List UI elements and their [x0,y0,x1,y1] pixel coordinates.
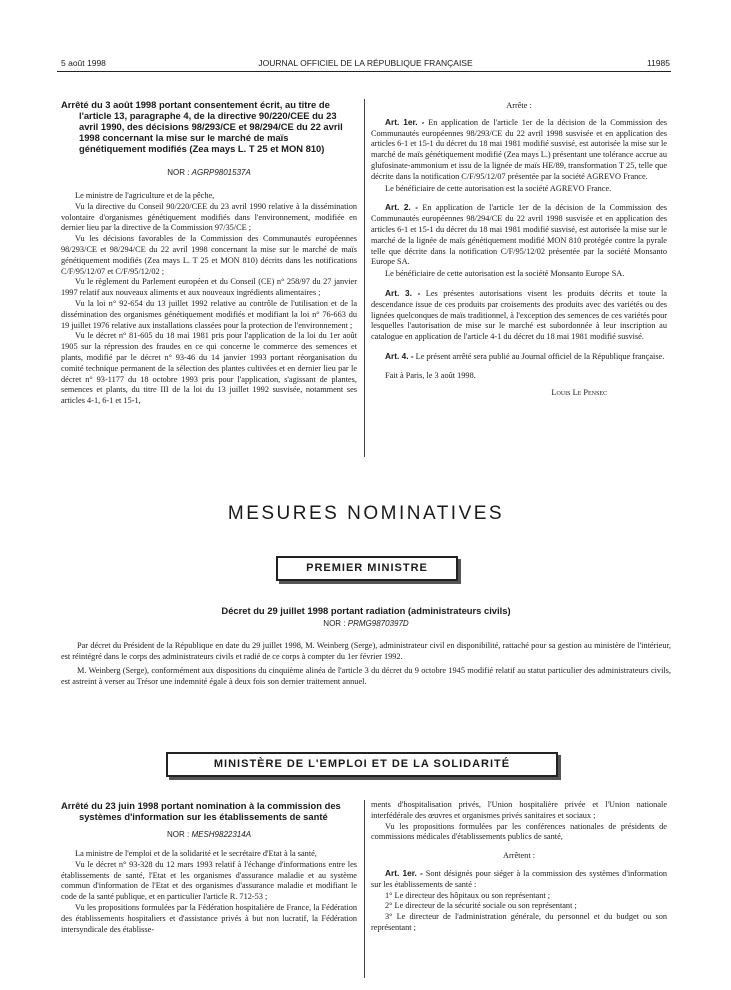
article-1-beneficiary: Le bénéficiaire de cette autorisation est la société AGREVO France. [385,183,612,193]
arrete-visas [61,849,357,935]
paragraph: Vu la loi n° 92-654 du 13 juillet 1992 relative au contrôle de l'utilisation et de la dissémination des organismes génétiquement modifiés et modifiant la loi n° 76-663 du 19 juillet 1976 relative aux installations classées pour la protection de l'environnement ; [61,298,357,330]
header-date: 5 août 1998 [61,58,106,68]
nor-line [61,168,357,177]
paragraph: Vu la directive du Conseil 90/220/CEE du 23 avril 1990 relative à la dissémination volontaire d'organismes génétiquement modifiés dans l'environnement, modifiée en dernier lieu par la directive de la Commission 97/35/CE ; [61,201,357,233]
article-text: Sont désignés pour siéger à la commission des systèmes d'information sur les établissements de santé : [371,868,667,889]
section-title: MESURES NOMINATIVES [227,503,505,524]
arrete-title: Arrêté du 3 août 1998 portant consentement écrit, au titre de l'article 13, paragraphe 4, de la directive 90/220/CEE du 23 avril 1990, des décisions 98/293/CE et 98/294/CE du 22 avril 1998 concernant la mise sur le marché de maïs génétiquement modifiés (Zea mays L. T 25 et MON 810) [61,99,343,154]
paragraph: Vu le règlement du Parlement européen et du Conseil (CE) n° 258/97 du 27 janvier 1997 relatif aux nouveaux aliments et aux nouveaux ingrédients alimentaires ; [61,277,357,298]
paragraph: Par décret du Président de la République en date du 29 juillet 1998, M. Weinberg (Serge), administrateur civil en disponibilité, rattaché pour sa gestion au ministère de l'intérieur, est réintégré dans le corps des administrateurs civils et radié de ce corps à compter du 1er février 1992. [61,641,671,661]
arrete-title: Arrêté du 23 juin 1998 portant nomination à la commission des systèmes d'information sur les établissements de santé [61,800,341,822]
nor-line [61,830,357,839]
nor-code: AGRP9801537A [191,168,251,177]
paragraph: Vu le décret n° 93-328 du 12 mars 1993 relatif à l'échange d'informations entre les établissements de santé, l'Etat et les organismes d'assurance maladie et au système commun d'information de l'Etat et des organismes d'assurance maladie et modifiant le code de la santé publique, et en particulier l'article R. 712-53 ; [61,859,357,902]
column-divider [364,99,365,457]
header-rule [57,71,671,72]
nor-label: NOR : [323,619,346,628]
arrete-visas [61,191,357,407]
journal-title: JOURNAL OFFICIEL DE LA RÉPUBLIQUE FRANÇAISE [258,58,473,68]
article-4 [371,351,667,363]
article-label: Art. 1er. - [385,116,425,127]
ministry-box-premier-ministre: PREMIER MINISTRE [276,556,458,581]
nor-code: MESH9822314A [191,830,252,839]
article-text: Le présent arrêté sera publié au Journal officiel de la République française. [415,351,665,361]
article-text: En application de l'article 1er de la décision de la Commission des Communautés européennes 98/294/CE du 22 avril 1998 susvisée et en application des articles 6-1 et 15-1 du décret du 18 mai 1981 modifié susvisé, est autorisée la mise sur le marché de la lignée de maïs génétiquement modifié MON 810 protégée contre la pyrale telle que décrite dans la notification C/F/95/12/02 présentée par la société Monsanto Europe SA. [371,203,667,267]
arrete-emploi-left [61,800,357,935]
signature: Louis Le Pensec [551,387,607,397]
paragraph: M. Weinberg (Serge), conformément aux dispositions du cinquième alinéa de l'article 3 du décret du 9 octobre 1945 modifié relatif au statut particulier des administrateurs civils, est astreint à verser au Trésor une indemnité égale à deux fois son dernier traitement annuel. [61,666,671,686]
paragraph: Le ministre de l'agriculture et de la pêche, [75,191,215,200]
paragraph: Vu les décisions favorables de la Commission des Communautés européennes 98/293/CE et 98/294/CE du 22 avril 1998 concernant la mise sur le marché de maïs génétiquement modifiés (Zea mays L. T 25 et MON 810) décrits dans les notifications C/F/95/12/07 et C/F/95/12/02 ; [61,234,357,276]
article-text: En application de l'article 1er de la décision de la Commission des Communautés européennes 98/293/CE du 22 avril 1998 susvisée et en application des articles 6-1 et 15-1 du décret du 18 mai 1981 modifié susvisé, est autorisée la mise sur le marché de maïs génétiquement modifié (Zea mays L.) présentant une tolérance accrue au glufosinate-ammonium et issu de la lignée de maïs HE/89, transformation T 25, telle que décrite dans la notification C/F/95/12/07 présentée par la société AGREVO France. [371,117,668,181]
article-label: Art. 1er. - [385,867,423,878]
arrete-agriculture-left [61,99,357,407]
page-number: 11985 [646,58,670,68]
paragraph: Vu les propositions formulées par les conférences nationales de présidents de commissions médicales d'établissements publics de santé, [371,821,667,842]
arrete-label: Arrête : [506,101,532,110]
column-divider [364,800,365,978]
arretent-label: Arrêtent : [502,851,536,861]
paragraph: Vu les propositions formulées par la Fédération hospitalière de France, la Fédération des établissements hospitaliers et d'assistance privés à but non lucratif, la Fédération intersyndicale des établisse- [61,902,357,934]
article-label: Art. 4. - [385,350,414,361]
paragraph: Vu le décret n° 81-605 du 18 mai 1981 pris pour l'application de la loi du 1er août 1905 sur la répression des fraudes en ce qui concerne le commerce des semences et plants, modifié par le décret n° 93-46 du 14 janvier 1993 portant réorganisation du comité technique permanent de la sélection des plantes cultivées et en dernier lieu par le décret n° 93-1177 du 18 octobre 1993 pris pour l'application, s'agissant de plantes, semences et plants, du titre III de la loi du 13 juillet 1992 susvisée, notamment ses articles 4-1, 6-1 et 15-1, [61,331,357,406]
article-text: Les présentes autorisations visent les produits décrits et toute la descendance issue de ces produits par croisements des produits avec des variétés ou des lignées quelconques de maïs traditionnel, à l'exception des semences de ces variétés pour lesquelles l'autorisation de mise sur le marché est subordonnée à leur inscription au catalogue en application de l'article 4-1 du décret du 18 mai 1981 modifié susvisé. [371,288,667,342]
decret-body [61,640,671,687]
list-item: 1° Le directeur des hôpitaux ou son représentant ; [385,890,551,900]
paragraph: ments d'hospitalisation privés, l'Union hospitalière privée et l'Union nationale interfédérale des œuvres et organismes privés sanitaires et sociaux ; [371,800,667,820]
article-1 [371,117,667,183]
ministry-box-emploi-solidarite: MINISTÈRE DE L'EMPLOI ET DE LA SOLIDARITÉ [166,752,558,777]
nor-code: PRMG9870397D [347,619,409,628]
article-2-beneficiary: Le bénéficiaire de cette autorisation est la société Monsanto Europe SA. [385,269,625,279]
article-label: Art. 3. - [385,287,421,298]
list-item: 3° Le directeur de l'administration générale, du personnel et du budget ou son représentant ; [371,912,667,932]
article-1 [371,868,667,891]
nor-label: NOR : [166,830,190,839]
list-item: 2° Le directeur de la sécurité sociale ou son représentant ; [385,901,577,911]
arrete-emploi-right [371,800,667,934]
done-at: Fait à Paris, le 3 août 1998. [385,370,476,380]
nor-line [61,619,671,628]
paragraph: La ministre de l'emploi et de la solidarité et le secrétaire d'Etat à la santé, [75,849,317,858]
article-label: Art. 2. - [385,202,419,213]
arrete-agriculture-right [371,101,667,398]
nor-label: NOR : [167,168,190,177]
decret-title: Décret du 29 juillet 1998 portant radiation (administrateurs civils) [221,605,511,616]
article-3 [371,288,667,343]
article-2 [371,202,667,268]
